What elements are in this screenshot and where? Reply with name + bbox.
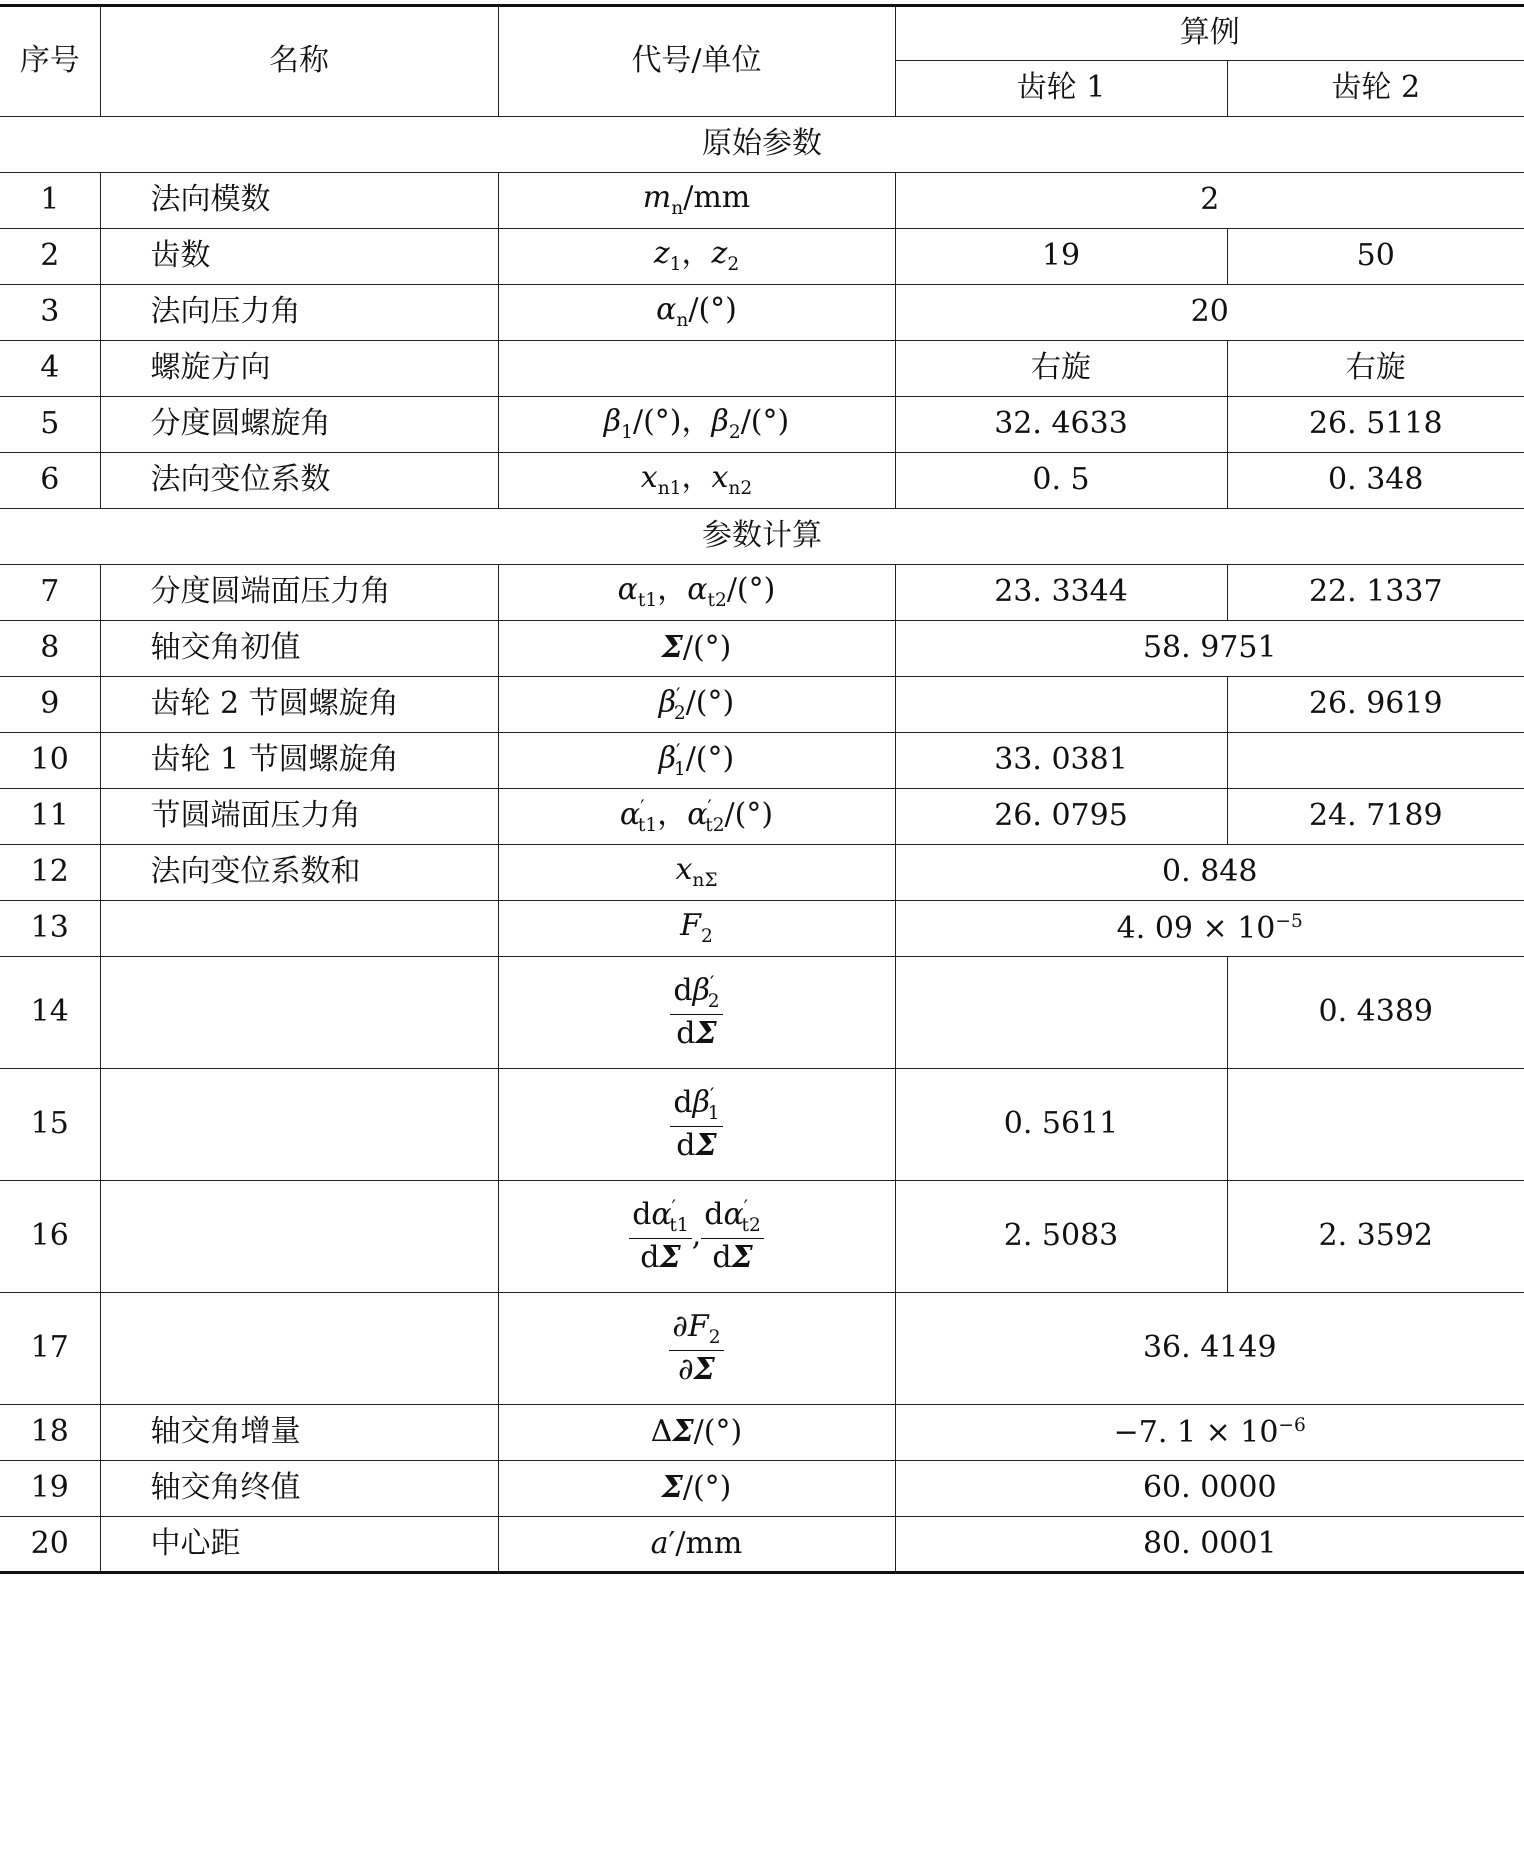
header-gear1: 齿轮 1 <box>895 61 1227 117</box>
row-value-gear2 <box>1227 1069 1524 1181</box>
row-index: 15 <box>0 1069 100 1181</box>
row-symbol: $\frac{\partial F_2}{\partial\Sigma}$ <box>498 1293 895 1405</box>
row-value-gear1: 32. 4633 <box>895 397 1227 453</box>
row-name: 法向压力角 <box>100 285 498 341</box>
row-symbol: $\alpha'_{t1}$，$\alpha'_{t2}/(^\circ)$ <box>498 789 895 845</box>
row-symbol: Σ/(°) <box>498 621 895 677</box>
row-symbol: $z_1$，$z_2$ <box>498 229 895 285</box>
table-row <box>0 229 1524 285</box>
row-name: 分度圆端面压力角 <box>100 565 498 621</box>
row-index: 6 <box>0 453 100 509</box>
row-index: 18 <box>0 1405 100 1461</box>
row-value: 2 <box>895 173 1524 229</box>
row-value-gear1: 0. 5 <box>895 453 1227 509</box>
row-value-gear2: 26. 9619 <box>1227 677 1524 733</box>
header-gear2: 齿轮 2 <box>1227 61 1524 117</box>
table-row <box>0 845 1524 901</box>
row-name: 齿轮 1 节圆螺旋角 <box>100 733 498 789</box>
row-symbol: $\alpha_n/(^\circ)$ <box>498 285 895 341</box>
row-value: 0. 848 <box>895 845 1524 901</box>
table-row <box>0 789 1524 845</box>
row-symbol: $m_n/mm$ <box>498 173 895 229</box>
table-row <box>0 341 1524 397</box>
row-index: 20 <box>0 1517 100 1573</box>
row-name <box>100 957 498 1069</box>
row-value: 4. $09 \times 10^{-5}$ <box>895 901 1524 957</box>
row-value-gear1: 0. 5611 <box>895 1069 1227 1181</box>
row-name: 中心距 <box>100 1517 498 1573</box>
row-value-gear2: 右旋 <box>1227 341 1524 397</box>
table-row <box>0 733 1524 789</box>
table-row <box>0 1069 1524 1181</box>
row-symbol: $x_{n1}$，$x_{n2}$ <box>498 453 895 509</box>
row-value-gear2: 0. 4389 <box>1227 957 1524 1069</box>
row-name: 齿数 <box>100 229 498 285</box>
row-index: 9 <box>0 677 100 733</box>
row-index: 19 <box>0 1461 100 1517</box>
table-row <box>0 957 1524 1069</box>
row-name: 分度圆螺旋角 <box>100 397 498 453</box>
row-symbol: $\beta_1/(^\circ)$，$\beta_2/(^\circ)$ <box>498 397 895 453</box>
row-name: 轴交角终值 <box>100 1461 498 1517</box>
section-original: 原始参数 <box>0 117 1524 173</box>
gear-calculation-table <box>0 4 1524 1574</box>
row-name: 螺旋方向 <box>100 341 498 397</box>
row-name <box>100 901 498 957</box>
table-row <box>0 1517 1524 1573</box>
table-row <box>0 173 1524 229</box>
row-value-gear2: 0. 348 <box>1227 453 1524 509</box>
header-example: 算例 <box>895 6 1524 61</box>
row-value-gear1: 右旋 <box>895 341 1227 397</box>
row-index: 11 <box>0 789 100 845</box>
row-name <box>100 1293 498 1405</box>
row-value-gear2: 24. 7189 <box>1227 789 1524 845</box>
row-name: 法向变位系数和 <box>100 845 498 901</box>
row-value-gear2: 22. 1337 <box>1227 565 1524 621</box>
table-row <box>0 1293 1524 1405</box>
row-value-gear1: 26. 0795 <box>895 789 1227 845</box>
row-value-gear1 <box>895 957 1227 1069</box>
table-row <box>0 397 1524 453</box>
row-value: 58. 9751 <box>895 621 1524 677</box>
row-name: 轴交角增量 <box>100 1405 498 1461</box>
row-value: 20 <box>895 285 1524 341</box>
row-value: 60. 0000 <box>895 1461 1524 1517</box>
row-index: 7 <box>0 565 100 621</box>
row-name: 节圆端面压力角 <box>100 789 498 845</box>
row-value-gear2 <box>1227 733 1524 789</box>
row-value-gear2: 2. 3592 <box>1227 1181 1524 1293</box>
row-symbol: a′/mm <box>498 1517 895 1573</box>
row-index: 2 <box>0 229 100 285</box>
table-row <box>0 453 1524 509</box>
row-index: 8 <box>0 621 100 677</box>
header-index: 序号 <box>0 6 100 117</box>
table-row <box>0 901 1524 957</box>
header-name: 名称 <box>100 6 498 117</box>
row-name: 法向模数 <box>100 173 498 229</box>
row-index: 14 <box>0 957 100 1069</box>
row-index: 16 <box>0 1181 100 1293</box>
row-symbol: $\frac{d\beta'_2}{d\Sigma}$ <box>498 957 895 1069</box>
row-index: 3 <box>0 285 100 341</box>
row-index: 1 <box>0 173 100 229</box>
row-index: 10 <box>0 733 100 789</box>
row-name: 齿轮 2 节圆螺旋角 <box>100 677 498 733</box>
row-symbol: $\beta'_1/(^\circ)$ <box>498 733 895 789</box>
row-index: 5 <box>0 397 100 453</box>
section-calculation: 参数计算 <box>0 509 1524 565</box>
row-value-gear1: 33. 0381 <box>895 733 1227 789</box>
row-value: 36. 4149 <box>895 1293 1524 1405</box>
row-symbol: $\frac{d\alpha'_{t1}}{d\Sigma}$ , $\frac{d\alpha'_{t2}}{d\Sigma}$ <box>498 1181 895 1293</box>
row-symbol: $F_2$ <box>498 901 895 957</box>
row-index: 4 <box>0 341 100 397</box>
row-value-gear1: 23. 3344 <box>895 565 1227 621</box>
row-index: 12 <box>0 845 100 901</box>
table-row <box>0 565 1524 621</box>
row-name: 轴交角初值 <box>100 621 498 677</box>
row-value-gear1: 2. 5083 <box>895 1181 1227 1293</box>
row-symbol: $x_{n\Sigma}$ <box>498 845 895 901</box>
row-value-gear2: 50 <box>1227 229 1524 285</box>
row-symbol: $\alpha_{t1}$，$\alpha_{t2}/(^\circ)$ <box>498 565 895 621</box>
row-symbol <box>498 341 895 397</box>
table-row <box>0 285 1524 341</box>
row-index: 17 <box>0 1293 100 1405</box>
row-value-gear2: 26. 5118 <box>1227 397 1524 453</box>
row-name <box>100 1069 498 1181</box>
table-row <box>0 1461 1524 1517</box>
table-row <box>0 1181 1524 1293</box>
row-symbol: $\frac{d\beta'_1}{d\Sigma}$ <box>498 1069 895 1181</box>
row-symbol: Σ/(°) <box>498 1461 895 1517</box>
row-value-gear1: 19 <box>895 229 1227 285</box>
row-symbol: ΔΣ/(°) <box>498 1405 895 1461</box>
header-symbol: 代号/单位 <box>498 6 895 117</box>
row-value-gear1 <box>895 677 1227 733</box>
row-name: 法向变位系数 <box>100 453 498 509</box>
table-row <box>0 677 1524 733</box>
row-value: −7. $1 \times 10^{-6}$ <box>895 1405 1524 1461</box>
table-row <box>0 621 1524 677</box>
row-value: 80. 0001 <box>895 1517 1524 1573</box>
table-row <box>0 1405 1524 1461</box>
row-symbol: $\beta'_2/(^\circ)$ <box>498 677 895 733</box>
row-name <box>100 1181 498 1293</box>
row-index: 13 <box>0 901 100 957</box>
